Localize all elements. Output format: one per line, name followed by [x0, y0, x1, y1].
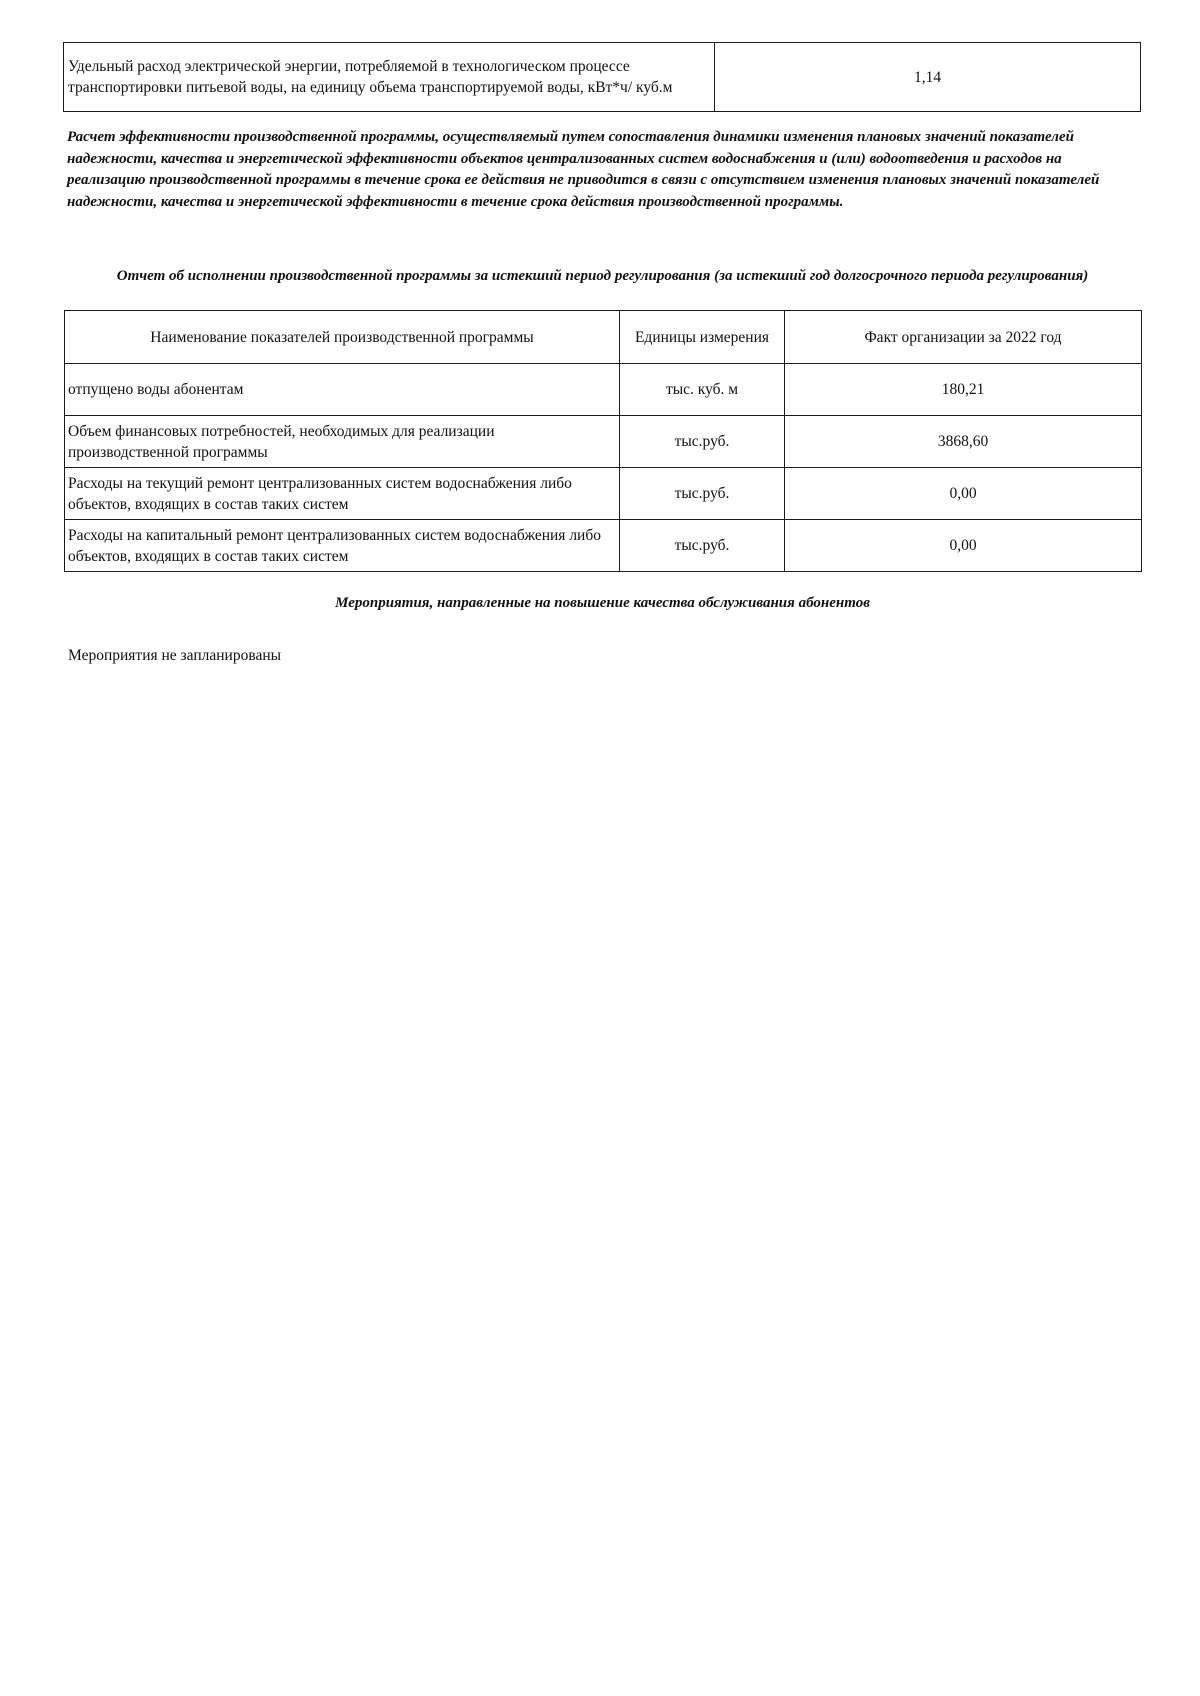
- row-fact: 180,21: [785, 364, 1142, 416]
- energy-consumption-table: [63, 42, 1141, 112]
- row-unit: тыс.руб.: [620, 416, 785, 468]
- row-fact: 3868,60: [785, 416, 1142, 468]
- row-unit: тыс.руб.: [620, 520, 785, 572]
- table-row: [65, 468, 1142, 520]
- row-indicator-name: Расходы на капитальный ремонт централизованных систем водоснабжения либо объектов, входящих в состав таких систем: [65, 520, 620, 572]
- row-indicator-name: отпущено воды абонентам: [65, 364, 620, 416]
- indicator-name-cell: Удельный расход электрической энергии, потребляемой в технологическом процессе транспортировки питьевой воды, на единицу объема транспортируемой воды, кВт*ч/ куб.м: [64, 43, 715, 112]
- table-row: [65, 364, 1142, 416]
- report-title: Отчет об исполнении производственной программы за истекший период регулирования (за истекший год долгосрочного периода регулирования): [116, 268, 1089, 284]
- row-unit: тыс.руб.: [620, 468, 785, 520]
- row-indicator-name: Расходы на текущий ремонт централизованных систем водоснабжения либо объектов, входящих в состав таких систем: [65, 468, 620, 520]
- table-row: [64, 43, 1141, 112]
- header-fact: Факт организации за 2022 год: [785, 311, 1142, 364]
- header-unit: Единицы измерения: [620, 311, 785, 364]
- measures-title: Мероприятия, направленные на повышение качества обслуживания абонентов: [335, 595, 870, 611]
- indicator-value-cell: 1,14: [715, 43, 1141, 112]
- row-fact: 0,00: [785, 520, 1142, 572]
- row-indicator-name: Объем финансовых потребностей, необходимых для реализации производственной программы: [65, 416, 620, 468]
- measures-text: Мероприятия не запланированы: [68, 647, 282, 664]
- table-header-row: [65, 311, 1142, 364]
- efficiency-calculation-note: Расчет эффективности производственной программы, осуществляемый путем сопоставления динамики изменения плановых значений показателей надежности, качества и энергетической эффективности объектов централизованных систем водоснабжения и (или) водоотведения и расходов на реализацию производственной программы в течение срока ее действия не приводится в связи с отсутствием изменения плановых значений показателей надежности, качества и энергетической эффективности в течение срока действия производственной программы.: [67, 129, 1100, 210]
- row-unit: тыс. куб. м: [620, 364, 785, 416]
- production-program-report-table: [64, 310, 1142, 572]
- header-indicator-name: Наименование показателей производственной программы: [65, 311, 620, 364]
- table-row: [65, 416, 1142, 468]
- row-fact: 0,00: [785, 468, 1142, 520]
- table-row: [65, 520, 1142, 572]
